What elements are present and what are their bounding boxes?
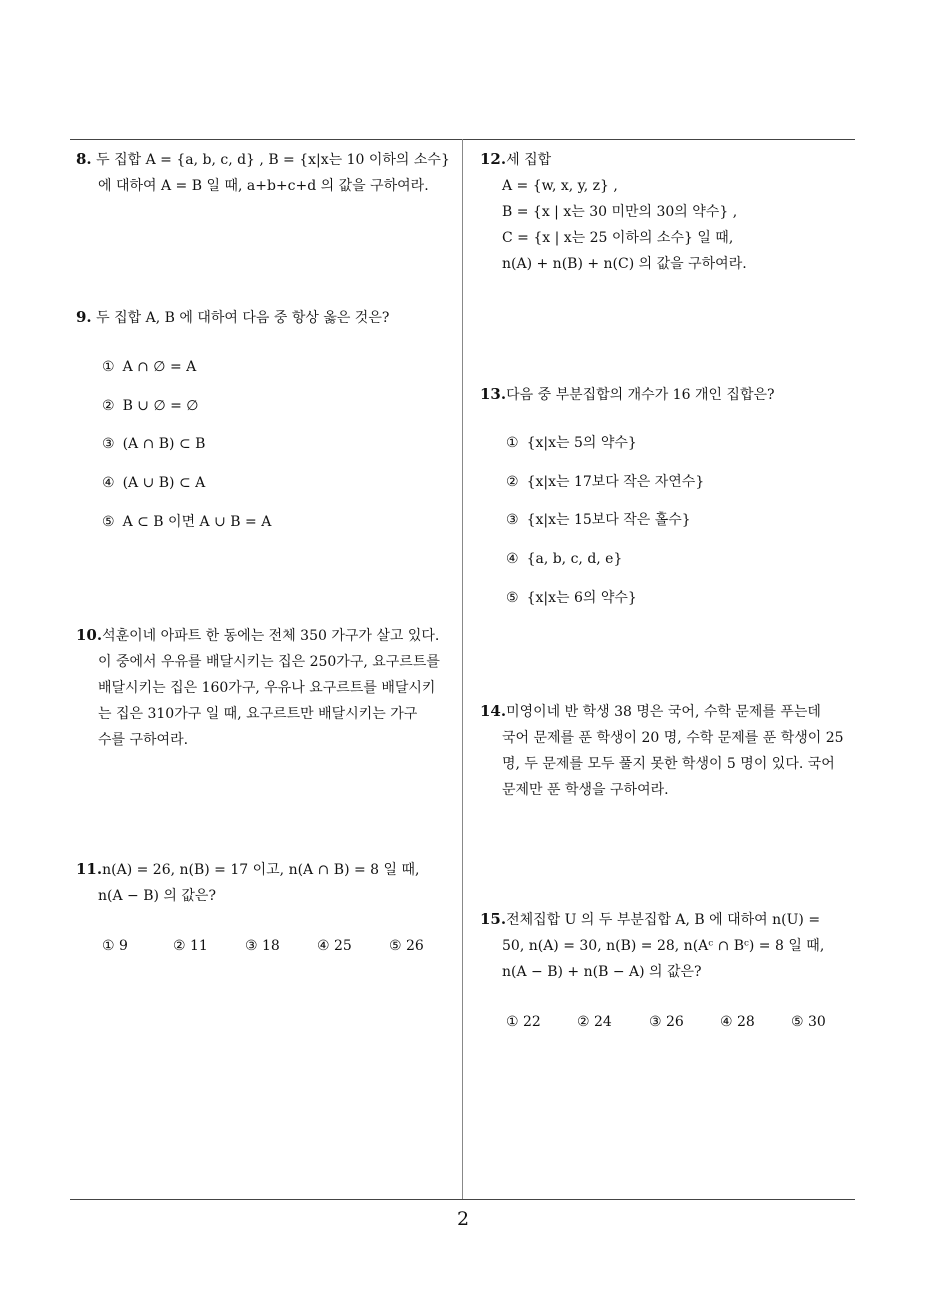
question-text: 배달시키는 집은 160가구, 우유나 요구르트를 배달시키: [98, 680, 436, 696]
choice-mark: ①: [102, 359, 115, 375]
question-14: [480, 698, 844, 803]
question-11: [76, 856, 420, 909]
choice-mark: ①: [506, 435, 519, 451]
question-text: C = {x | x는 25 이하의 소수} 일 때,: [502, 230, 734, 246]
choice-3[interactable]: [506, 510, 691, 530]
question-text: A = {w, x, y, z} ,: [502, 178, 618, 194]
question-number: 9.: [76, 308, 92, 326]
choice-text: 26: [666, 1014, 684, 1030]
question-text: 에 대하여 A = B 일 때, a+b+c+d 의 값을 구하여라.: [98, 178, 429, 194]
choice-text: 22: [523, 1014, 541, 1030]
question-13: [480, 381, 775, 408]
choice-text: {x|x는 5의 약수}: [526, 435, 637, 451]
question-text: n(A − B) 의 값은?: [98, 888, 216, 904]
choice-3[interactable]: [245, 936, 280, 956]
question-number: 8.: [76, 150, 92, 168]
question-12: [480, 146, 747, 277]
question-text: n(A − B) + n(B − A) 의 값은?: [502, 964, 702, 980]
choice-3[interactable]: [102, 434, 205, 454]
question-number: 11.: [76, 860, 103, 878]
choice-mark: ③: [245, 938, 258, 954]
choice-text: B ∪ ∅ = ∅: [122, 398, 199, 414]
question-text: B = {x | x는 30 미만의 30의 약수} ,: [502, 204, 738, 220]
choice-mark: ③: [506, 512, 519, 528]
choice-mark: ⑤: [506, 590, 519, 606]
choice-2[interactable]: [577, 1012, 612, 1032]
choice-text: {x|x는 6의 약수}: [526, 590, 637, 606]
choice-1[interactable]: [506, 1012, 541, 1032]
choice-4[interactable]: [720, 1012, 755, 1032]
choice-mark: ①: [506, 1014, 519, 1030]
question-number: 12.: [480, 150, 507, 168]
choice-text: 24: [594, 1014, 612, 1030]
question-text: 세 집합: [506, 152, 552, 168]
choice-1[interactable]: [102, 357, 196, 377]
choice-4[interactable]: [102, 473, 205, 493]
choice-text: {x|x는 15보다 작은 홀수}: [526, 512, 691, 528]
choice-text: 18: [262, 938, 280, 954]
question-text: 문제만 푼 학생을 구하여라.: [502, 782, 669, 798]
page-number: 2: [456, 1208, 470, 1230]
choice-mark: ②: [173, 938, 186, 954]
choice-text: (A ∩ B) ⊂ B: [122, 436, 206, 452]
question-text: 이 중에서 우유를 배달시키는 집은 250가구, 요구르트를: [98, 654, 440, 670]
question-text: 수를 구하여라.: [98, 732, 189, 748]
choice-mark: ⑤: [389, 938, 402, 954]
question-15: [480, 906, 824, 985]
question-8: [76, 146, 450, 199]
choice-1[interactable]: [506, 433, 637, 453]
choice-mark: ②: [577, 1014, 590, 1030]
question-10: [76, 622, 440, 753]
question-text: 국어 문제를 푼 학생이 20 명, 수학 문제를 푼 학생이 25: [502, 730, 844, 746]
choice-2[interactable]: [173, 936, 208, 956]
choice-mark: ②: [506, 474, 519, 490]
choice-text: 25: [334, 938, 352, 954]
choice-text: 26: [406, 938, 424, 954]
question-number: 15.: [480, 910, 507, 928]
question-text: n(A) + n(B) + n(C) 의 값을 구하여라.: [502, 256, 747, 272]
question-number: 13.: [480, 385, 507, 403]
choice-mark: ⑤: [102, 514, 115, 530]
choice-2[interactable]: [506, 472, 704, 492]
choice-text: A ⊂ B 이면 A ∪ B = A: [122, 514, 272, 530]
question-text: 는 집은 310가구 일 때, 요구르트만 배달시키는 가구: [98, 706, 418, 722]
choice-text: {x|x는 17보다 작은 자연수}: [526, 474, 705, 490]
choice-text: 30: [808, 1014, 826, 1030]
choice-text: {a, b, c, d, e}: [526, 551, 623, 567]
question-text: 두 집합 A, B 에 대하여 다음 중 항상 옳은 것은?: [96, 310, 390, 326]
question-text: 50, n(A) = 30, n(B) = 28, n(Aᶜ ∩ Bᶜ) = 8 일 때,: [502, 938, 825, 954]
choice-mark: ④: [720, 1014, 733, 1030]
choice-text: (A ∪ B) ⊂ A: [122, 475, 206, 491]
choice-text: 28: [737, 1014, 755, 1030]
question-text: 두 집합 A = {a, b, c, d} , B = {x|x는 10 이하의 소수}: [96, 152, 450, 168]
question-text: n(A) = 26, n(B) = 17 이고, n(A ∩ B) = 8 일 때,: [102, 862, 420, 878]
choice-mark: ②: [102, 398, 115, 414]
choice-text: 9: [119, 938, 128, 954]
choice-4[interactable]: [317, 936, 352, 956]
choice-mark: ④: [506, 551, 519, 567]
question-text: 다음 중 부분집합의 개수가 16 개인 집합은?: [506, 387, 775, 403]
choice-text: A ∩ ∅ = A: [122, 359, 197, 375]
choice-5[interactable]: [102, 512, 271, 532]
choice-1[interactable]: [102, 936, 128, 956]
choice-mark: ③: [649, 1014, 662, 1030]
choice-2[interactable]: [102, 396, 199, 416]
choice-text: 11: [190, 938, 208, 954]
choice-mark: ④: [317, 938, 330, 954]
column-divider: [462, 139, 463, 1199]
choice-mark: ④: [102, 475, 115, 491]
question-text: 전체집합 U 의 두 부분집합 A, B 에 대하여 n(U) =: [506, 912, 821, 928]
question-number: 14.: [480, 702, 507, 720]
question-9: [76, 304, 389, 331]
question-number: 10.: [76, 626, 103, 644]
choice-5[interactable]: [791, 1012, 826, 1032]
choice-mark: ①: [102, 938, 115, 954]
choice-3[interactable]: [649, 1012, 684, 1032]
choice-4[interactable]: [506, 549, 622, 569]
choice-mark: ③: [102, 436, 115, 452]
choice-mark: ⑤: [791, 1014, 804, 1030]
choice-5[interactable]: [389, 936, 424, 956]
question-text: 미영이네 반 학생 38 명은 국어, 수학 문제를 푸는데: [506, 704, 821, 720]
question-text: 석훈이네 아파트 한 동에는 전체 350 가구가 살고 있다.: [102, 628, 440, 644]
question-text: 명, 두 문제를 모두 풀지 못한 학생이 5 명이 있다. 국어: [502, 756, 835, 772]
bottom-rule: [70, 1199, 855, 1200]
choice-5[interactable]: [506, 588, 637, 608]
